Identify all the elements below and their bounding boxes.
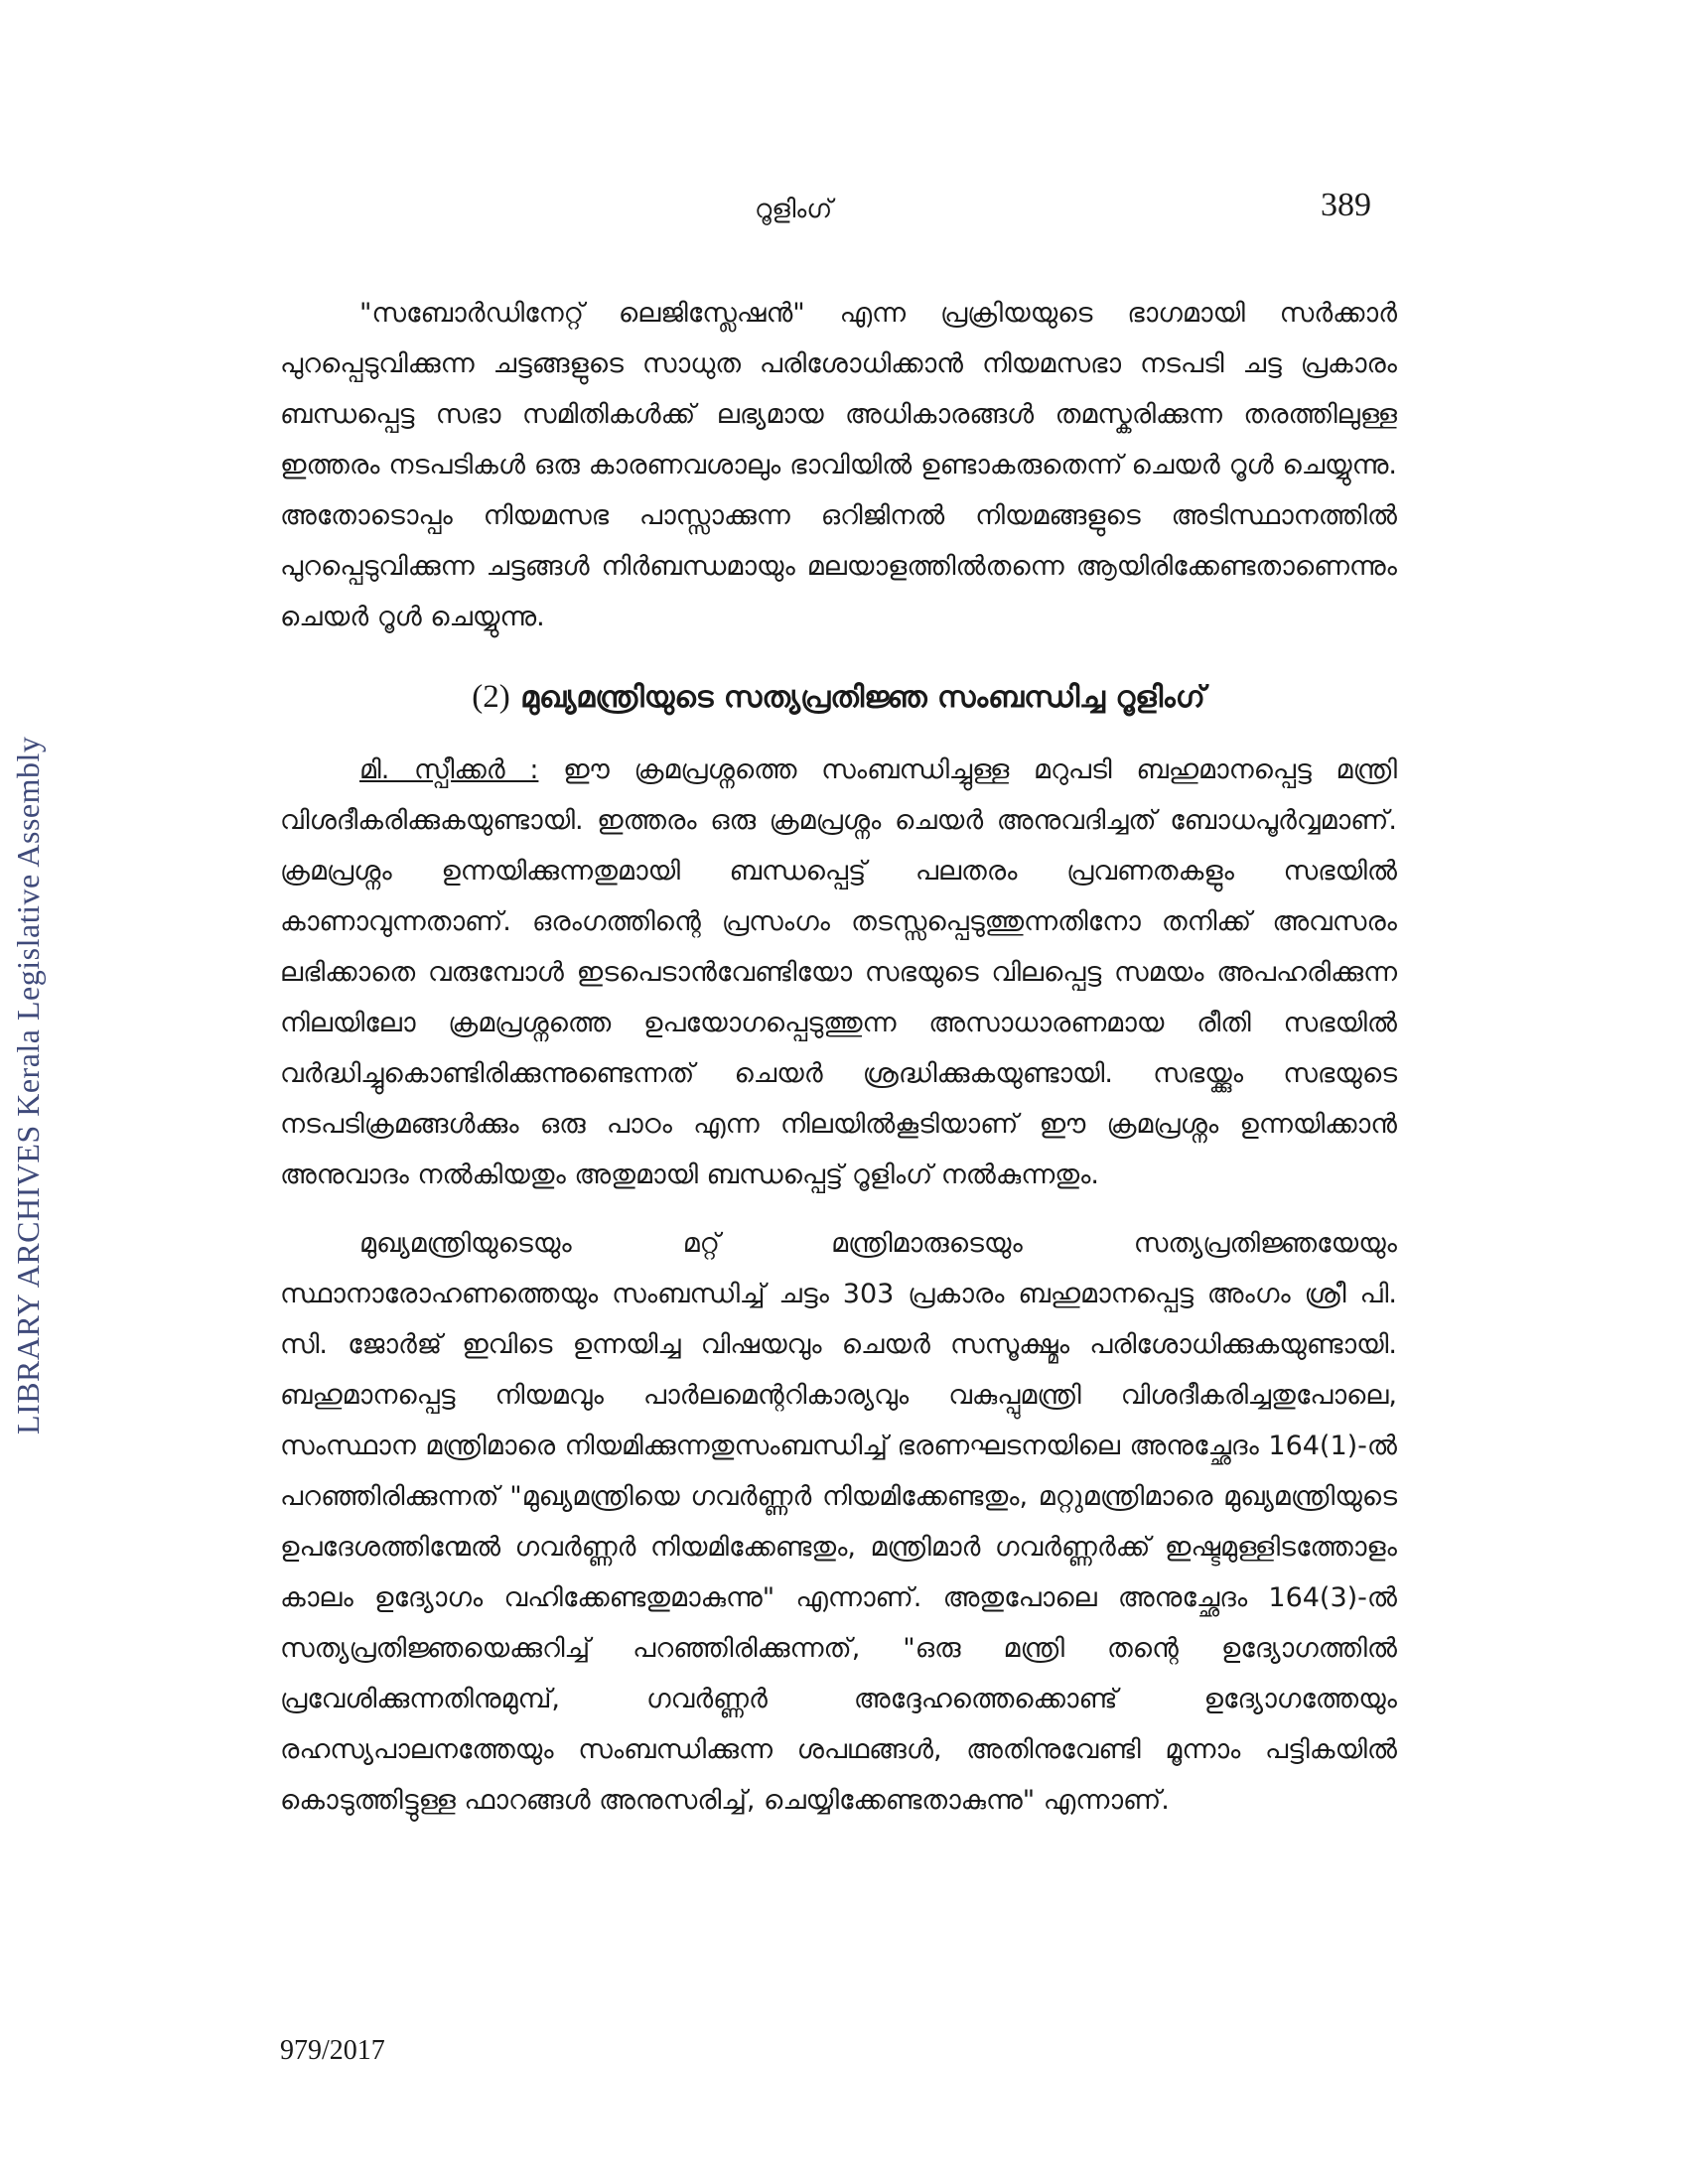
document-body bbox=[280, 288, 1397, 1826]
speaker-label: മി. സ്പീക്കർ : bbox=[359, 754, 539, 785]
section-title: മുഖ്യമന്ത്രിയുടെ സത്യപ്രതിജ്ഞ സംബന്ധിച്ച റൂളിംഗ് bbox=[520, 680, 1205, 715]
running-title: റൂളിംഗ് bbox=[755, 195, 833, 224]
paragraph-2-text: ഈ ക്രമപ്രശ്നത്തെ സംബന്ധിച്ചുള്ള മറുപടി ബഹുമാനപ്പെട്ട മന്ത്രി വിശദീകരിക്കുകയുണ്ടായി. ഇത്തരം ഒരു ക്രമപ്രശ്നം ചെയർ അനുവദിച്ചത് ബോധപൂർവ്വമാണ്. ക്രമപ്രശ്നം ഉന്നയിക്കുന്നതുമായി ബന്ധപ്പെട്ട് പലതരം പ്രവണതകളും സഭയിൽ കാണാവുന്നതാണ്. ഒരംഗത്തിന്റെ പ്രസംഗം തടസ്സപ്പെടുത്തുന്നതിനോ തനിക്ക് അവസരം ലഭിക്കാതെ വരുമ്പോൾ ഇടപെടാൻവേണ്ടിയോ സഭയുടെ വിലപ്പെട്ട സമയം അപഹരിക്കുന്ന നിലയിലോ ക്രമപ്രശ്നത്തെ ഉപയോഗപ്പെടുത്തുന്ന അസാധാരണമായ രീതി സഭയിൽ വർദ്ധിച്ചുകൊണ്ടിരിക്കുന്നുണ്ടെന്നത് ചെയർ ശ്രദ്ധിക്കുകയുണ്ടായി. സഭയ്ക്കും സഭയുടെ നടപടിക്രമങ്ങൾക്കും ഒരു പാഠം എന്ന നിലയിൽകൂടിയാണ് ഈ ക്രമപ്രശ്നം ഉന്നയിക്കാൻ അനുവാദം നൽകിയതും അതുമായി ബന്ധപ്പെട്ട് റൂളിംഗ് നൽകുന്നതും. bbox=[280, 754, 1397, 1190]
archive-watermark: LIBRARY ARCHIVES Kerala Legislative Assembly bbox=[10, 736, 46, 1434]
paragraph-3: മുഖ്യമന്ത്രിയുടെയും മറ്റ് മന്ത്രിമാരുടെയും സത്യപ്രതിജ്ഞയേയും സ്ഥാനാരോഹണത്തെയും സംബന്ധിച്ച് ചട്ടം 303 പ്രകാരം ബഹുമാനപ്പെട്ട അംഗം ശ്രീ പി. സി. ജോർജ് ഇവിടെ ഉന്നയിച്ച വിഷയവും ചെയർ സസൂക്ഷ്മം പരിശോധിക്കുകയുണ്ടായി. ബഹുമാനപ്പെട്ട നിയമവും പാർലമെന്ററികാര്യവും വകുപ്പുമന്ത്രി വിശദീകരിച്ചതുപോലെ, സംസ്ഥാന മന്ത്രിമാരെ നിയമിക്കുന്നതുസംബന്ധിച്ച് ഭരണഘടനയിലെ അനുച്ഛേദം 164(1)-ൽ പറഞ്ഞിരിക്കുന്നത് "മുഖ്യമന്ത്രിയെ ഗവർണ്ണർ നിയമിക്കേണ്ടതും, മറ്റുമന്ത്രിമാരെ മുഖ്യമന്ത്രിയുടെ ഉപദേശത്തിന്മേൽ ഗവർണ്ണർ നിയമിക്കേണ്ടതും, മന്ത്രിമാർ ഗവർണ്ണർക്ക് ഇഷ്ടമുള്ളിടത്തോളം കാലം ഉദ്യോഗം വഹിക്കേണ്ടതുമാകുന്നു" എന്നാണ്. അതുപോലെ അനുച്ഛേദം 164(3)-ൽ സത്യപ്രതിജ്ഞയെക്കുറിച്ച് പറഞ്ഞിരിക്കുന്നത്, "ഒരു മന്ത്രി തന്റെ ഉദ്യോഗത്തിൽ പ്രവേശിക്കുന്നതിനുമുമ്പ്, ഗവർണ്ണർ അദ്ദേഹത്തെക്കൊണ്ട് ഉദ്യോഗത്തേയും രഹസ്യപാലനത്തേയും സംബന്ധിക്കുന്ന ശപഥങ്ങൾ, അതിനുവേണ്ടി മൂന്നാം പട്ടികയിൽ കൊടുത്തിട്ടുള്ള ഫാറങ്ങൾ അനുസരിച്ച്, ചെയ്യിക്കേണ്ടതാകുന്നു" എന്നാണ്. bbox=[280, 1228, 1397, 1816]
page-number: 389 bbox=[1321, 187, 1371, 223]
paragraph-2 bbox=[280, 745, 1397, 1200]
section-heading bbox=[280, 672, 1397, 723]
document-code: 979/2017 bbox=[280, 2035, 385, 2066]
section-number: (2) bbox=[472, 679, 510, 715]
paragraph-1: "സബോർഡിനേറ്റ് ലെജിസ്ലേഷൻ" എന്ന പ്രക്രിയയുടെ ഭാഗമായി സർക്കാർ പുറപ്പെടുവിക്കുന്ന ചട്ടങ്ങളുടെ സാധുത പരിശോധിക്കാൻ നിയമസഭാ നടപടി ചട്ട പ്രകാരം ബന്ധപ്പെട്ട സഭാ സമിതികൾക്ക് ലഭ്യമായ അധികാരങ്ങൾ തമസ്കരിക്കുന്ന തരത്തിലുള്ള ഇത്തരം നടപടികൾ ഒരു കാരണവശാലും ഭാവിയിൽ ഉണ്ടാകരുതെന്ന് ചെയർ റൂൾ ചെയ്യുന്നു. അതോടൊപ്പം നിയമസഭ പാസ്സാക്കുന്ന ഒറിജിനൽ നിയമങ്ങളുടെ അടിസ്ഥാനത്തിൽ പുറപ്പെടുവിക്കുന്ന ചട്ടങ്ങൾ നിർബന്ധമായും മലയാളത്തിൽതന്നെ ആയിരിക്കേണ്ടതാണെന്നും ചെയർ റൂൾ ചെയ്യുന്നു. bbox=[280, 298, 1397, 632]
